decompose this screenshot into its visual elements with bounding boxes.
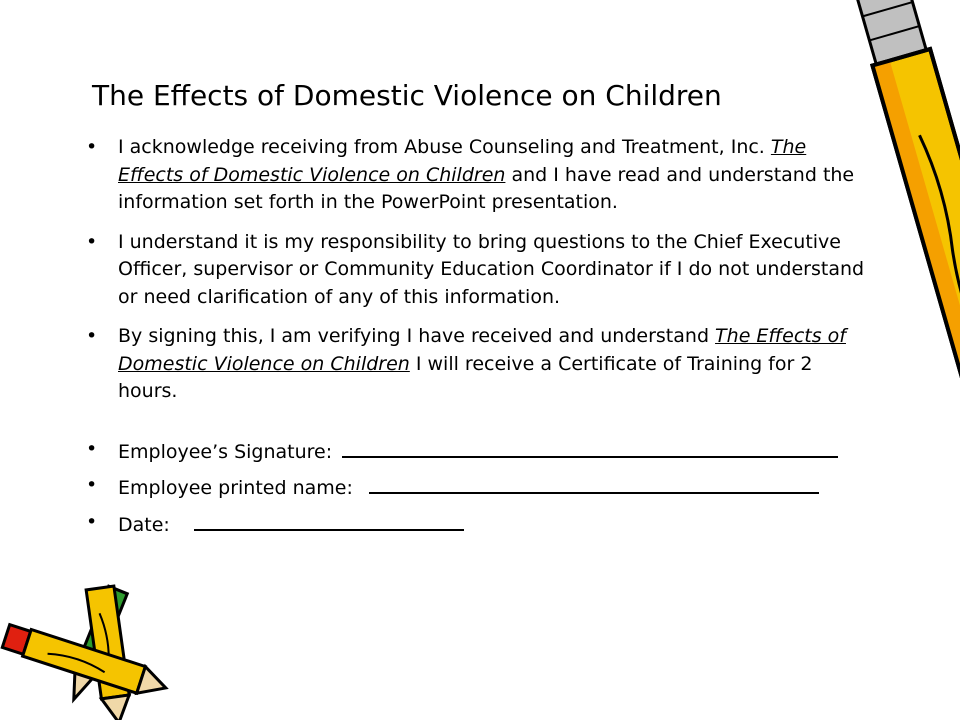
acknowledgement-item-responsibility	[86, 229, 876, 312]
printed-name-label: Employee printed name:	[118, 477, 353, 499]
date-label: Date:	[118, 513, 170, 536]
printed-name-field	[86, 472, 876, 503]
acknowledgement-list	[86, 134, 876, 545]
document-title-reference: The Effects of Domestic Violence on Children	[118, 325, 846, 375]
date-field	[86, 509, 876, 540]
pencil-cluster-icon	[0, 580, 200, 720]
printed-name-line[interactable]	[369, 472, 819, 494]
signature-label: Employee’s Signature:	[118, 440, 333, 463]
document-title-reference: The Effects of Domestic Violence on Children	[118, 136, 807, 186]
signature-field	[86, 436, 876, 467]
verification-text-start: By signing this, I am verifying I have received and understand	[118, 325, 716, 347]
receipt-text-start: I acknowledge receiving from Abuse Counseling and Treatment, Inc.	[118, 136, 771, 158]
page-title: The Effects of Domestic Violence on Children	[92, 79, 722, 112]
verification-text-end: I will receive a Certificate of Training for 2 hours.	[118, 352, 813, 402]
signature-line[interactable]	[342, 436, 838, 458]
date-line[interactable]	[194, 509, 464, 531]
acknowledgement-item-receipt	[86, 134, 876, 217]
responsibility-text: I understand it is my responsibility to bring questions to the Chief Executive Officer, supervisor or Community Education Coordinator if I do not understand or need clarification of any of this information.	[118, 230, 865, 308]
acknowledgement-item-verification	[86, 323, 876, 406]
receipt-text-end: and I have read and understand the information set forth in the PowerPoint presentation.	[118, 163, 855, 213]
pencil-icon	[800, 0, 960, 720]
